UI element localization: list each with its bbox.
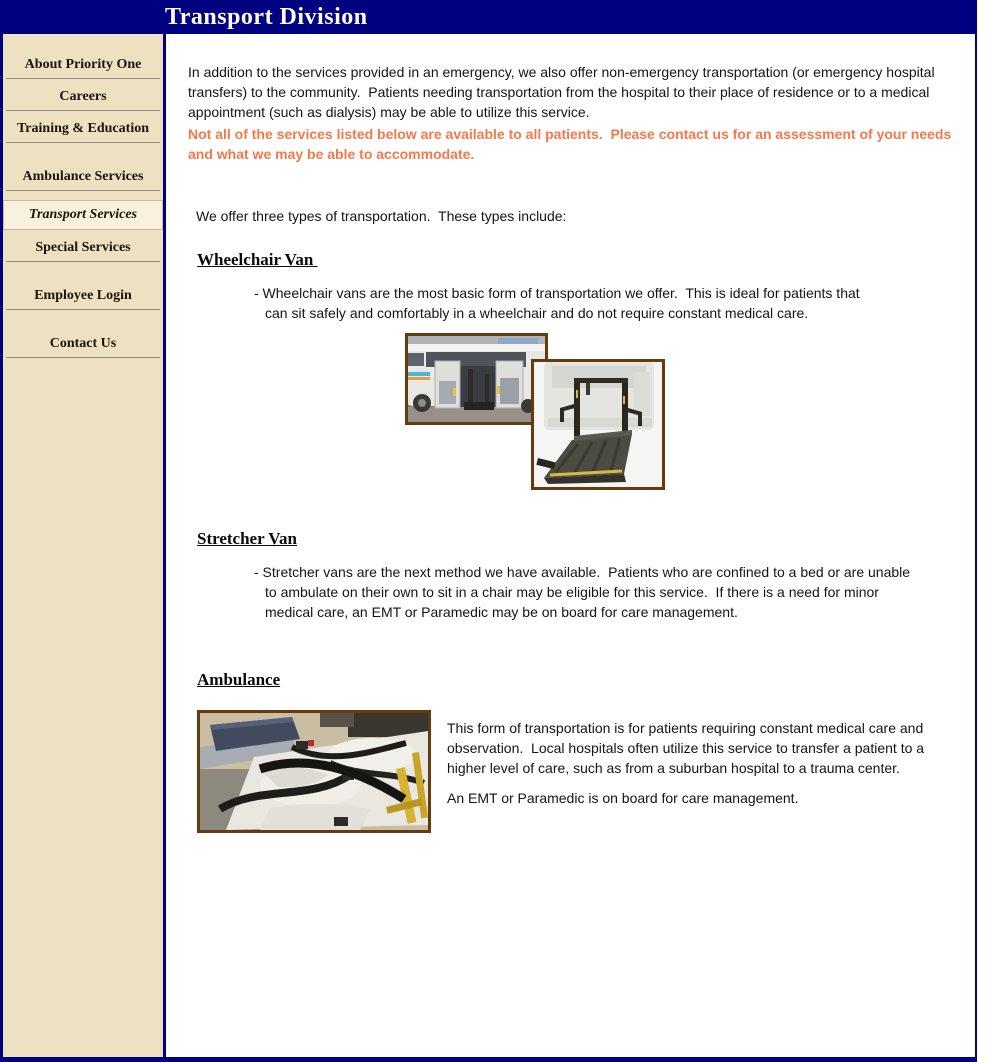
sidebar-item-careers[interactable]: Careers (6, 88, 160, 111)
intro-paragraph: In addition to the services provided in an emergency, we also offer non-emergency transportation (or emergency hospital transfers) to the community. Patients needing transportation from the hospital to their place of residence or to a medical appointment (such as dialysis) may be able to utilize this service. (188, 64, 939, 120)
sidebar-item-training-education[interactable]: Training & Education (6, 120, 160, 143)
sidebar-item-ambulance-services[interactable]: Ambulance Services (6, 168, 160, 191)
notice-paragraph: Not all of the services listed below are available to all patients. Please contact us for an assessment of your needs and what we may be able to accommodate. (188, 126, 956, 162)
wheelchair-photo-group (188, 333, 975, 505)
body-row (3, 34, 975, 1057)
ambulance-heading: Ambulance (197, 670, 281, 689)
ambulance-text (447, 710, 929, 833)
ambulance-stretcher-photo (197, 710, 431, 833)
wheelchair-van-photo (405, 333, 548, 425)
stretcher-van-text: - Stretcher vans are the next method we have available. Patients who are confined to a bed or are unable to ambulate on their own to sit in a chair may be eligible for this service. If there is a need for minor medical care, an EMT or Paramedic may be on board for care management. (254, 564, 914, 620)
ambulance-paragraph-1: This form of transportation is for patients requiring constant medical care and observation. Local hospitals often utilize this service to transfer a patient to a higher level of care, such as from a suburban hospital to a trauma center. (447, 720, 928, 776)
sidebar (3, 34, 163, 1057)
ambulance-section (188, 710, 975, 833)
sidebar-item-special-services[interactable]: Special Services (6, 239, 160, 262)
sidebar-item-contact-us[interactable]: Contact Us (6, 335, 160, 358)
ambulance-paragraph-2: An EMT or Paramedic is on board for care management. (447, 790, 799, 806)
stretcher-van-heading: Stretcher Van (197, 529, 297, 548)
header-bar (3, 0, 975, 34)
main-content (166, 34, 975, 1057)
wheelchair-van-text: - Wheelchair vans are the most basic form of transportation we offer. This is ideal for patients that can sit safely and comfortably in a wheelchair and do not require constant medical care. (254, 285, 864, 321)
wheelchair-lift-photo (531, 359, 665, 490)
sidebar-item-employee-login[interactable]: Employee Login (6, 287, 160, 310)
offer-line: We offer three types of transportation. These types include: (196, 208, 567, 224)
page-title: Transport Division (165, 3, 368, 30)
sidebar-item-transport-services[interactable]: Transport Services (3, 200, 163, 230)
stretcher-section (188, 529, 975, 622)
wheelchair-van-heading: Wheelchair Van (197, 250, 318, 269)
sidebar-item-about-priority-one[interactable]: About Priority One (6, 56, 160, 79)
